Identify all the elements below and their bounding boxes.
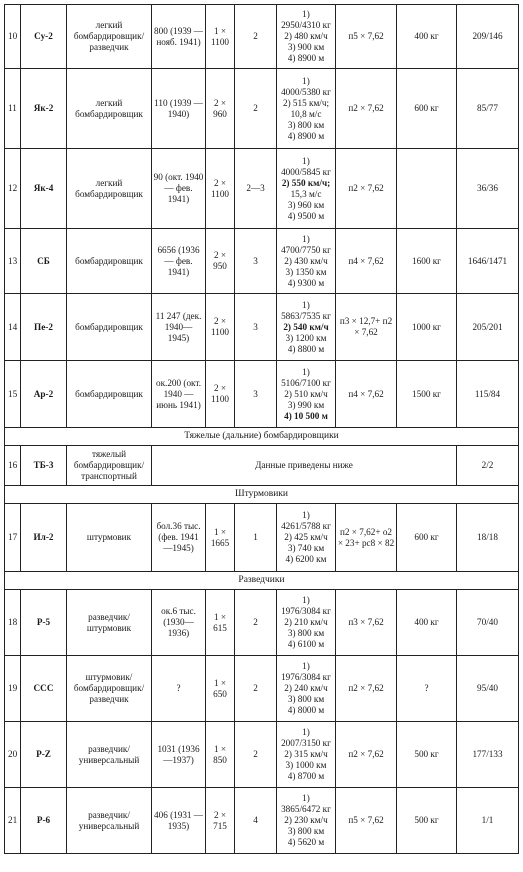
row-number: 19 (5, 656, 21, 722)
bomb-load: ? (397, 656, 457, 722)
production-count: бол.36 тыс. (фев. 1941 —1945) (152, 504, 206, 572)
table-row (5, 722, 519, 788)
table-row (5, 788, 519, 854)
crew: 3 (235, 361, 277, 428)
performance-line: 4000/5845 кг (281, 166, 331, 177)
armament: п2 × 7,62 (336, 656, 397, 722)
row-number: 16 (5, 446, 21, 486)
performance-line: 4) 10 500 м (284, 410, 328, 421)
crew: 2 (235, 722, 277, 788)
table-row (5, 5, 519, 69)
performance-line: 15,3 м/с (290, 188, 322, 199)
production-count: 11 247 (дек. 1940— 1945) (152, 294, 206, 361)
production-count: 6656 (1936 — фев. 1941) (152, 229, 206, 294)
engines: 2 × 960 (206, 69, 235, 149)
performance-line: 1) (302, 727, 310, 737)
armament: п2 × 7,62 (336, 149, 397, 229)
performance-line: 2) 510 км/ч (284, 388, 328, 399)
armament: п5 × 7,62 (336, 5, 397, 69)
performance-line: 4) 8700 м (287, 771, 325, 781)
performance-line: 5863/7535 кг (281, 310, 331, 321)
crew: 3 (235, 294, 277, 361)
engines: 2 × 1100 (206, 149, 235, 229)
bomb-load: 1600 кг (397, 229, 457, 294)
aircraft-name: ТБ-3 (21, 446, 67, 486)
performance-line: 4) 6200 км (285, 554, 327, 564)
table-row (5, 361, 519, 428)
performance-line: 2007/3150 кг (281, 738, 331, 748)
units-count: 36/36 (457, 149, 519, 229)
crew: 2—3 (235, 149, 277, 229)
armament: п4 × 7,62 (336, 229, 397, 294)
units-count: 2/2 (457, 446, 519, 486)
bomb-load (397, 149, 457, 229)
aircraft-name: Р-6 (21, 788, 67, 854)
crew: 2 (235, 590, 277, 656)
performance-cell (277, 5, 336, 69)
aircraft-role: разведчик/ универсальный (67, 788, 152, 854)
aircraft-role: легкий бомбардировщик (67, 149, 152, 229)
aircraft-table (4, 4, 519, 854)
engines: 2 × 1100 (206, 294, 235, 361)
performance-line: 1) (302, 155, 310, 166)
performance-line: 4700/7750 кг (281, 244, 331, 255)
aircraft-name: Ар-2 (21, 361, 67, 428)
row-number: 11 (5, 69, 21, 149)
performance-line: 1) (302, 233, 310, 244)
aircraft-name: Пе-2 (21, 294, 67, 361)
performance-line: 1976/3084 кг (281, 672, 331, 682)
data-note: Данные приведены ниже (152, 446, 457, 486)
units-count: 205/201 (457, 294, 519, 361)
performance-line: 4) 9300 м (287, 277, 325, 288)
crew: 4 (235, 788, 277, 854)
units-count: 1/1 (457, 788, 519, 854)
aircraft-name: Як-2 (21, 69, 67, 149)
engines: 1 × 850 (206, 722, 235, 788)
crew: 2 (235, 5, 277, 69)
performance-line: 4) 8800 м (287, 343, 325, 354)
performance-line: 2950/4310 кг (281, 20, 331, 30)
engines: 2 × 950 (206, 229, 235, 294)
armament: п3 × 12,7+ п2 × 7,62 (336, 294, 397, 361)
table-row (5, 229, 519, 294)
aircraft-role: разведчик/ универсальный (67, 722, 152, 788)
aircraft-name: Як-4 (21, 149, 67, 229)
row-number: 13 (5, 229, 21, 294)
armament: п2 × 7,62 (336, 69, 397, 149)
performance-line: 3) 800 км (287, 694, 325, 704)
performance-line: 2) 425 км/ч (284, 532, 328, 542)
performance-line: 3) 1350 км (285, 266, 327, 277)
aircraft-role: разведчик/ штурмовик (67, 590, 152, 656)
bomb-load: 400 кг (397, 590, 457, 656)
performance-line: 3) 900 км (287, 42, 325, 52)
aircraft-name: Р-5 (21, 590, 67, 656)
armament: п5 × 7,62 (336, 788, 397, 854)
performance-cell (277, 788, 336, 854)
performance-line: 4) 6100 м (287, 639, 325, 649)
row-number: 20 (5, 722, 21, 788)
armament: п4 × 7,62 (336, 361, 397, 428)
performance-line: 1) (302, 75, 310, 86)
armament: п2 × 7,62+ о2 × 23+ рс8 × 82 (336, 504, 397, 572)
table-row (5, 446, 519, 486)
units-count: 70/40 (457, 590, 519, 656)
section-header-row (5, 572, 519, 590)
performance-line: 1) (302, 793, 310, 803)
armament: п3 × 7,62 (336, 590, 397, 656)
performance-cell (277, 504, 336, 572)
production-count: 110 (1939 —1940) (152, 69, 206, 149)
units-count: 177/133 (457, 722, 519, 788)
performance-line: 5106/7100 кг (281, 377, 331, 388)
bomb-load: 1500 кг (397, 361, 457, 428)
aircraft-role: штурмовик/ бомбардировщик/ разведчик (67, 656, 152, 722)
performance-line: 3) 740 км (287, 543, 325, 553)
crew: 2 (235, 656, 277, 722)
performance-line: 4) 8000 м (287, 705, 325, 715)
row-number: 15 (5, 361, 21, 428)
table-row (5, 294, 519, 361)
performance-line: 1976/3084 кг (281, 606, 331, 616)
row-number: 17 (5, 504, 21, 572)
performance-line: 4000/5380 кг (281, 86, 331, 97)
aircraft-role: тяжелый бомбардировщик/ транспортный (67, 446, 152, 486)
crew: 1 (235, 504, 277, 572)
production-count: ? (152, 656, 206, 722)
engines: 1 × 615 (206, 590, 235, 656)
performance-cell (277, 149, 336, 229)
units-count: 1646/1471 (457, 229, 519, 294)
performance-line: 3865/6472 кг (281, 804, 331, 814)
units-count: 209/146 (457, 5, 519, 69)
performance-cell (277, 361, 336, 428)
table-row (5, 149, 519, 229)
armament: п2 × 7,62 (336, 722, 397, 788)
performance-line: 3) 960 км (287, 199, 325, 210)
section-title: Разведчики (5, 572, 519, 590)
production-count: 90 (окт. 1940 — фев. 1941) (152, 149, 206, 229)
performance-line: 3) 1000 км (285, 760, 327, 770)
performance-line: 4) 8900 м (287, 130, 325, 141)
table-row (5, 590, 519, 656)
section-header-row (5, 486, 519, 504)
aircraft-role: бомбардировщик (67, 294, 152, 361)
row-number: 21 (5, 788, 21, 854)
bomb-load: 600 кг (397, 69, 457, 149)
aircraft-role: бомбардировщик (67, 361, 152, 428)
aircraft-name: Су-2 (21, 5, 67, 69)
engines: 2 × 715 (206, 788, 235, 854)
performance-line: 2) 210 км/ч (284, 617, 328, 627)
performance-cell (277, 590, 336, 656)
bomb-load: 500 кг (397, 788, 457, 854)
aircraft-role: легкий бомбардировщик/ разведчик (67, 5, 152, 69)
row-number: 12 (5, 149, 21, 229)
performance-cell (277, 69, 336, 149)
table-row (5, 504, 519, 572)
performance-line: 1) (302, 9, 310, 19)
bomb-load: 1000 кг (397, 294, 457, 361)
performance-line: 1) (302, 661, 310, 671)
aircraft-role: штурмовик (67, 504, 152, 572)
aircraft-name: ССС (21, 656, 67, 722)
engines: 1 × 650 (206, 656, 235, 722)
production-count: 406 (1931 —1935) (152, 788, 206, 854)
performance-line: 10,8 м/с (290, 108, 322, 119)
performance-line: 2) 230 км/ч (284, 815, 328, 825)
performance-line: 1) (302, 299, 310, 310)
section-title: Тяжелые (дальние) бомбардировщики (5, 428, 519, 446)
performance-line: 1) (302, 595, 310, 605)
performance-line: 1) (302, 366, 310, 377)
units-count: 115/84 (457, 361, 519, 428)
engines: 1 × 1100 (206, 5, 235, 69)
production-count: ок.6 тыс. (1930— 1936) (152, 590, 206, 656)
bomb-load: 400 кг (397, 5, 457, 69)
units-count: 18/18 (457, 504, 519, 572)
table-row (5, 656, 519, 722)
production-count: 1031 (1936 —1937) (152, 722, 206, 788)
performance-cell (277, 722, 336, 788)
performance-line: 2) 430 км/ч (284, 255, 328, 266)
performance-cell (277, 229, 336, 294)
performance-line: 2) 515 км/ч; (282, 97, 330, 108)
aircraft-role: легкий бомбардировщик (67, 69, 152, 149)
performance-line: 4261/5788 кг (281, 521, 331, 531)
engines: 2 × 1100 (206, 361, 235, 428)
performance-line: 2) 240 км/ч (284, 683, 328, 693)
performance-line: 2) 540 км/ч (283, 321, 329, 332)
performance-line: 3) 800 км (287, 628, 325, 638)
crew: 2 (235, 69, 277, 149)
engines: 1 × 1665 (206, 504, 235, 572)
performance-line: 2) 315 км/ч (284, 749, 328, 759)
bomb-load: 500 кг (397, 722, 457, 788)
production-count: ок.200 (окт. 1940 — июнь 1941) (152, 361, 206, 428)
table-row (5, 69, 519, 149)
performance-cell (277, 294, 336, 361)
section-title: Штурмовики (5, 486, 519, 504)
row-number: 14 (5, 294, 21, 361)
production-count: 800 (1939 — нояб. 1941) (152, 5, 206, 69)
section-header-row (5, 428, 519, 446)
performance-line: 2) 480 км/ч (284, 31, 328, 41)
crew: 3 (235, 229, 277, 294)
aircraft-role: бомбардировщик (67, 229, 152, 294)
row-number: 18 (5, 590, 21, 656)
performance-cell (277, 656, 336, 722)
units-count: 85/77 (457, 69, 519, 149)
aircraft-name: Ил-2 (21, 504, 67, 572)
performance-line: 2) 550 км/ч; (281, 177, 331, 188)
performance-line: 3) 1200 км (285, 332, 327, 343)
performance-line: 3) 800 км (287, 119, 325, 130)
performance-line: 3) 800 км (287, 826, 325, 836)
performance-line: 4) 9500 м (287, 210, 325, 221)
aircraft-name: СБ (21, 229, 67, 294)
aircraft-name: P-Z (21, 722, 67, 788)
performance-line: 4) 5620 м (287, 837, 325, 847)
row-number: 10 (5, 5, 21, 69)
bomb-load: 600 кг (397, 504, 457, 572)
units-count: 95/40 (457, 656, 519, 722)
performance-line: 3) 990 км (287, 399, 325, 410)
performance-line: 4) 8900 м (287, 53, 325, 63)
performance-line: 1) (302, 510, 310, 520)
